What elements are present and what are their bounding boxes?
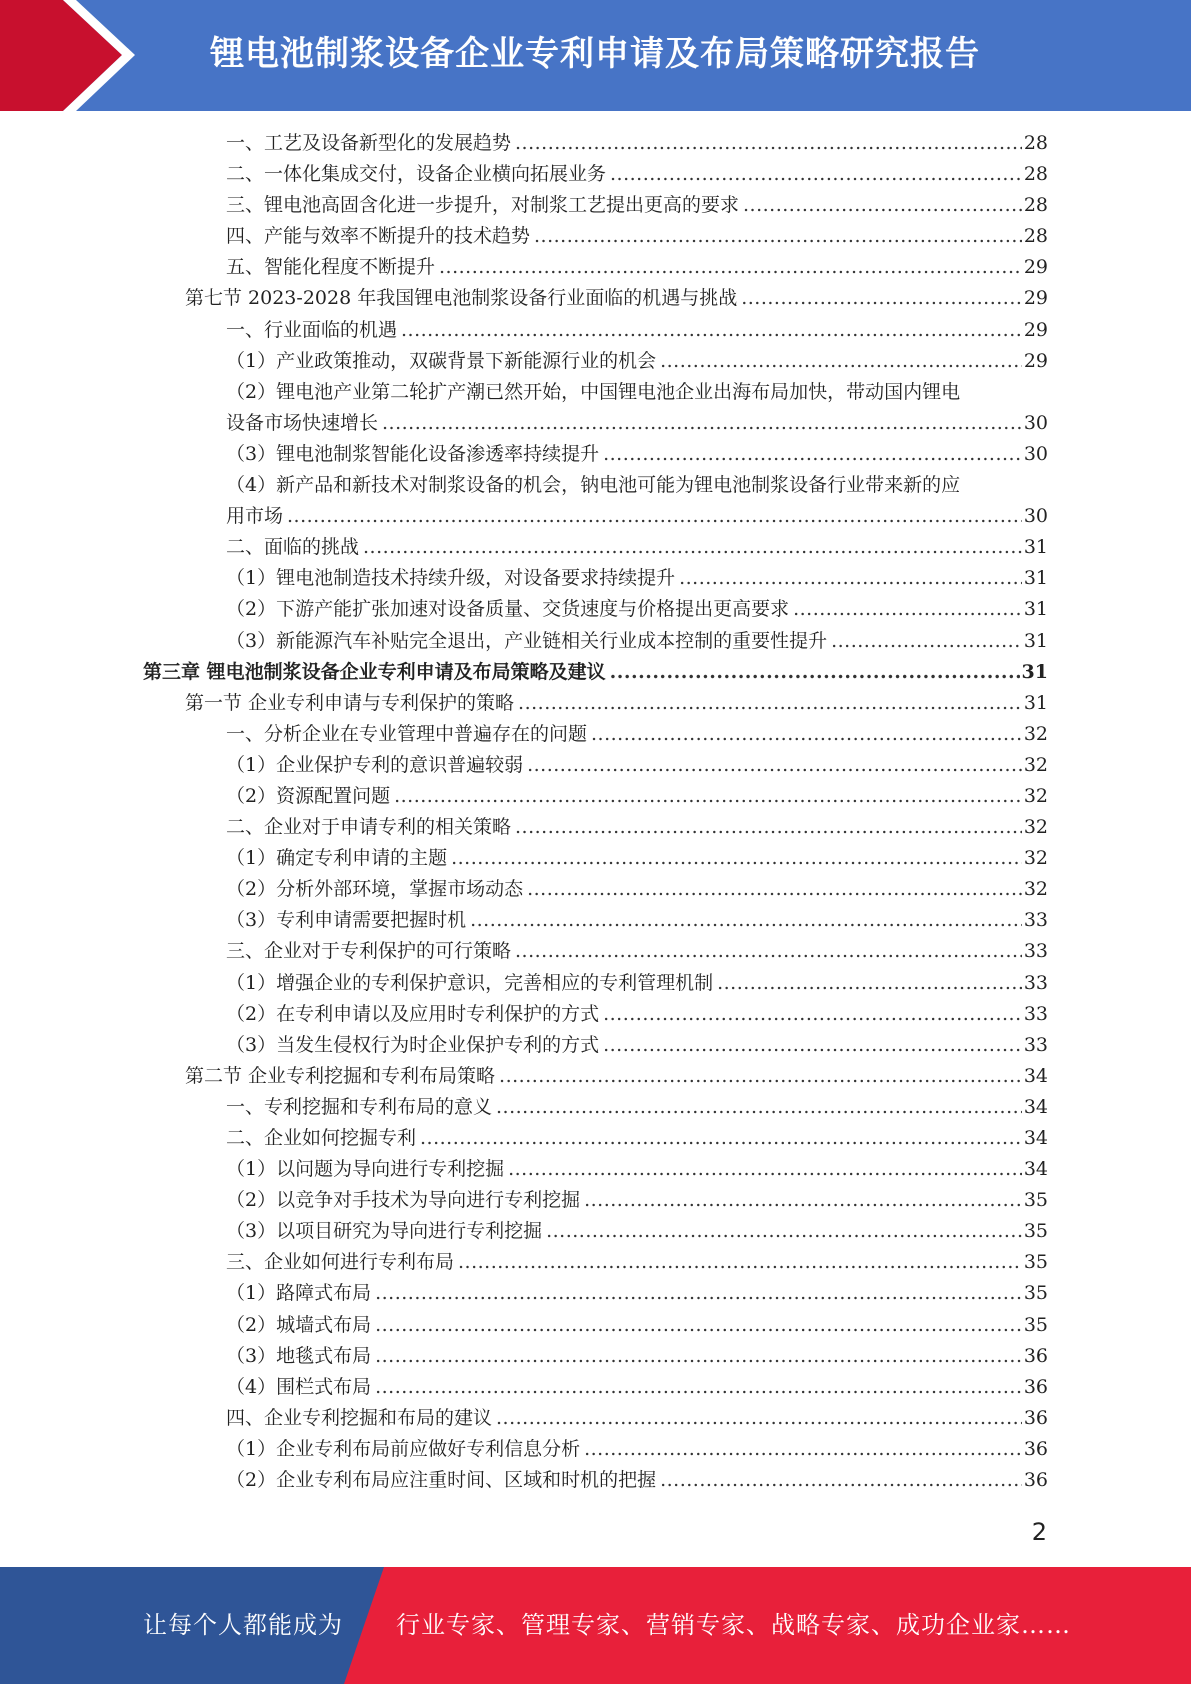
toc-entry[interactable] bbox=[0, 1434, 1048, 1465]
toc-entry[interactable] bbox=[0, 626, 1048, 657]
toc-page-number: 35 bbox=[1023, 1313, 1048, 1336]
toc-entry-text: （2）企业专利布局应注重时间、区域和时机的把握 bbox=[226, 1469, 657, 1492]
toc-entry[interactable] bbox=[0, 1216, 1048, 1247]
toc-page-number: 34 bbox=[1023, 1064, 1048, 1087]
toc-entry-text: 五、智能化程度不断提升 bbox=[226, 256, 436, 279]
toc-entry[interactable] bbox=[0, 1372, 1048, 1403]
toc-entry-text: 设备市场快速增长 bbox=[226, 411, 379, 434]
toc-entry-text: 二、一体化集成交付，设备企业横向拓展业务 bbox=[226, 163, 607, 186]
toc-page-number: 31 bbox=[1023, 536, 1048, 559]
toc-dot-leader bbox=[741, 283, 1022, 314]
toc-page-number: 36 bbox=[1023, 1375, 1048, 1398]
toc-dot-leader bbox=[679, 563, 1022, 594]
toc-dot-leader bbox=[610, 657, 1020, 688]
toc-page-number: 35 bbox=[1023, 1189, 1048, 1212]
toc-page-number: 29 bbox=[1023, 287, 1048, 310]
toc-entry[interactable] bbox=[0, 315, 1048, 346]
toc-entry[interactable] bbox=[0, 781, 1048, 812]
toc-entry-line[interactable]: （2）锂电池产业第二轮扩产潮已然开始，中国锂电池企业出海布局加快，带动国内锂电 bbox=[226, 380, 961, 403]
toc-dot-leader bbox=[375, 1341, 1022, 1372]
toc-entry-text: 二、企业对于申请专利的相关策略 bbox=[226, 816, 512, 839]
toc-entry[interactable] bbox=[0, 346, 1048, 377]
toc-entry-text: 一、行业面临的机遇 bbox=[226, 318, 398, 341]
toc-dot-leader bbox=[451, 843, 1022, 874]
toc-entry-text: （2）以竞争对手技术为导向进行专利挖掘 bbox=[226, 1189, 581, 1212]
toc-entry[interactable] bbox=[0, 1310, 1048, 1341]
toc-dot-leader bbox=[793, 594, 1022, 625]
toc-page-number: 30 bbox=[1023, 442, 1048, 465]
toc-entry-text: 二、面临的挑战 bbox=[226, 536, 360, 559]
toc-dot-leader bbox=[375, 1278, 1022, 1309]
toc-page-number: 29 bbox=[1023, 349, 1048, 372]
toc-entry[interactable] bbox=[0, 1154, 1048, 1185]
toc-dot-leader bbox=[610, 159, 1022, 190]
toc-entry-text: 四、产能与效率不断提升的技术趋势 bbox=[226, 225, 531, 248]
toc-entry[interactable] bbox=[0, 1278, 1048, 1309]
toc-entry-text: 一、工艺及设备新型化的发展趋势 bbox=[226, 132, 512, 154]
toc-entry-text: （2）城墙式布局 bbox=[226, 1313, 372, 1336]
toc-dot-leader bbox=[584, 1434, 1022, 1465]
toc-entry-text: 三、锂电池高固含化进一步提升，对制浆工艺提出更高的要求 bbox=[226, 194, 740, 217]
toc-page-number: 34 bbox=[1023, 1095, 1048, 1118]
toc-dot-leader bbox=[518, 688, 1022, 719]
toc-entry[interactable] bbox=[0, 1247, 1048, 1278]
toc-dot-leader bbox=[515, 128, 1022, 159]
toc-entry[interactable] bbox=[0, 159, 1048, 190]
toc-entry[interactable] bbox=[0, 563, 1048, 594]
toc-page-number: 28 bbox=[1023, 163, 1048, 186]
toc-dot-leader bbox=[603, 1030, 1022, 1061]
toc-page-number: 31 bbox=[1021, 660, 1048, 683]
toc-dot-leader bbox=[496, 1092, 1022, 1123]
toc-entry[interactable] bbox=[0, 812, 1048, 843]
toc-entry[interactable] bbox=[0, 999, 1048, 1030]
toc-page-number: 32 bbox=[1023, 722, 1048, 745]
toc-entry[interactable] bbox=[0, 750, 1048, 781]
toc-dot-leader bbox=[401, 315, 1022, 346]
toc-entry-text: （1）锂电池制造技术持续升级，对设备要求持续提升 bbox=[226, 567, 676, 590]
page-header bbox=[0, 0, 1191, 111]
toc-dot-leader bbox=[660, 346, 1022, 377]
toc-dot-leader bbox=[743, 190, 1022, 221]
toc-page-number: 34 bbox=[1023, 1127, 1048, 1149]
toc-entry-text: （2）在专利申请以及应用时专利保护的方式 bbox=[226, 1002, 600, 1025]
toc-entry[interactable] bbox=[0, 439, 1048, 470]
toc-entry-text: （1）确定专利申请的主题 bbox=[226, 847, 448, 870]
toc-page-number: 36 bbox=[1023, 1406, 1048, 1429]
toc-page-number: 32 bbox=[1023, 816, 1048, 839]
toc-page-number: 32 bbox=[1023, 878, 1048, 901]
footer-slogan-right: 行业专家、管理专家、营销专家、战略专家、成功企业家…… bbox=[396, 1611, 1071, 1639]
toc-entry[interactable] bbox=[0, 936, 1048, 967]
toc-dot-leader bbox=[420, 1123, 1022, 1154]
page-footer bbox=[0, 1567, 1191, 1684]
toc-page-number: 36 bbox=[1023, 1437, 1048, 1460]
toc-page-number: 31 bbox=[1023, 598, 1048, 621]
toc-entry[interactable] bbox=[0, 1092, 1048, 1123]
toc-dot-leader bbox=[458, 1247, 1022, 1278]
toc-entry-text: （3）以项目研究为导向进行专利挖掘 bbox=[226, 1220, 543, 1243]
toc-entry-text: 三、企业如何进行专利布局 bbox=[226, 1251, 455, 1274]
toc-page-number: 32 bbox=[1023, 847, 1048, 870]
toc-entry-text: 第三章 锂电池制浆设备企业专利申请及布局策略及建议 bbox=[143, 660, 606, 683]
toc-dot-leader bbox=[546, 1216, 1022, 1247]
toc-entry-text: （1）企业保护专利的意识普遍较弱 bbox=[226, 753, 524, 776]
toc-entry-text: （1）增强企业的专利保护意识，完善相应的专利管理机制 bbox=[226, 971, 714, 994]
toc-entry-text: （2）下游产能扩张加速对设备质量、交货速度与价格提出更高要求 bbox=[226, 598, 790, 621]
toc-entry-text: （1）以问题为导向进行专利挖掘 bbox=[226, 1158, 505, 1181]
toc-entry-text: （3）锂电池制浆智能化设备渗透率持续提升 bbox=[226, 442, 600, 465]
toc-entry[interactable] bbox=[0, 968, 1048, 999]
header-arrow-flag bbox=[0, 0, 150, 111]
toc-entry[interactable] bbox=[0, 1123, 1048, 1154]
toc-entry-text: 用市场 bbox=[226, 505, 284, 528]
toc-dot-leader bbox=[831, 626, 1022, 657]
toc-dot-leader bbox=[591, 719, 1022, 750]
toc-dot-leader bbox=[382, 408, 1022, 439]
toc-dot-leader bbox=[603, 439, 1022, 470]
toc-entry[interactable] bbox=[0, 128, 1048, 159]
toc-dot-leader bbox=[584, 1185, 1022, 1216]
toc-dot-leader bbox=[363, 532, 1022, 563]
toc-entry[interactable] bbox=[0, 221, 1048, 252]
toc-page-number: 28 bbox=[1023, 194, 1048, 217]
toc-entry-text: 一、分析企业在专业管理中普遍存在的问题 bbox=[226, 722, 588, 745]
toc-dot-leader bbox=[515, 936, 1022, 967]
toc-page-number: 35 bbox=[1023, 1220, 1048, 1243]
toc-entry-text: （3）专利申请需要把握时机 bbox=[226, 909, 467, 932]
toc-entry[interactable] bbox=[0, 1403, 1048, 1434]
toc-entry[interactable] bbox=[0, 905, 1048, 936]
toc-dot-leader bbox=[375, 1310, 1022, 1341]
toc-entry-text: （1）产业政策推动，双碳背景下新能源行业的机会 bbox=[226, 349, 657, 372]
toc-dot-leader bbox=[508, 1154, 1022, 1185]
toc-entry-text: 一、专利挖掘和专利布局的意义 bbox=[226, 1095, 493, 1118]
toc-page-number: 33 bbox=[1023, 971, 1048, 994]
toc-dot-leader bbox=[527, 750, 1022, 781]
toc-entry-text: （3）地毯式布局 bbox=[226, 1344, 372, 1367]
toc-entry-text: （4）围栏式布局 bbox=[226, 1375, 372, 1398]
toc-section[interactable] bbox=[0, 283, 1048, 314]
toc-dot-leader bbox=[499, 1061, 1022, 1092]
toc-entry[interactable] bbox=[0, 1185, 1048, 1216]
toc-page-number: 32 bbox=[1023, 784, 1048, 807]
toc-dot-leader bbox=[375, 1372, 1022, 1403]
toc-page-number: 29 bbox=[1023, 256, 1048, 279]
toc-entry-text: 第七节 2023-2028 年我国锂电池制浆设备行业面临的机遇与挑战 bbox=[185, 287, 738, 310]
toc-page-number: 32 bbox=[1023, 753, 1048, 776]
toc-entry-text: 第二节 企业专利挖掘和专利布局策略 bbox=[185, 1064, 496, 1087]
toc-entry-text: （1）路障式布局 bbox=[226, 1282, 372, 1305]
toc-section[interactable] bbox=[0, 688, 1048, 719]
toc-entry-text: 三、企业对于专利保护的可行策略 bbox=[226, 940, 512, 963]
toc-entry[interactable] bbox=[0, 594, 1048, 625]
toc-page-number: 31 bbox=[1023, 629, 1048, 652]
toc-dot-leader bbox=[717, 968, 1022, 999]
toc-page-number: 30 bbox=[1023, 411, 1048, 434]
toc-entry-text: 四、企业专利挖掘和布局的建议 bbox=[226, 1406, 493, 1429]
toc-dot-leader bbox=[496, 1403, 1022, 1434]
footer-slogan-left: 让每个人都能成为 bbox=[143, 1611, 343, 1639]
toc-dot-leader bbox=[534, 221, 1022, 252]
toc-page-number: 35 bbox=[1023, 1282, 1048, 1305]
toc-page-number: 33 bbox=[1023, 940, 1048, 963]
toc-entry[interactable] bbox=[0, 1030, 1048, 1061]
toc-page-number: 36 bbox=[1023, 1344, 1048, 1367]
toc-entry-text: （2）分析外部环境，掌握市场动态 bbox=[226, 878, 524, 901]
toc-page-number: 29 bbox=[1023, 318, 1048, 341]
toc-entry-text: （2）资源配置问题 bbox=[226, 784, 391, 807]
toc-dot-leader bbox=[603, 999, 1022, 1030]
toc-page-number: 33 bbox=[1023, 1033, 1048, 1056]
toc-chapter[interactable] bbox=[0, 657, 1048, 688]
toc-entry-text: （3）当发生侵权行为时企业保护专利的方式 bbox=[226, 1033, 600, 1056]
toc-page-number: 33 bbox=[1023, 909, 1048, 932]
toc-entry[interactable] bbox=[0, 1465, 1048, 1496]
toc-entry[interactable] bbox=[0, 843, 1048, 874]
report-title: 锂电池制浆设备企业专利申请及布局策略研究报告 bbox=[210, 34, 980, 74]
toc-section[interactable] bbox=[0, 1061, 1048, 1092]
toc-entry-text: （1）企业专利布局前应做好专利信息分析 bbox=[226, 1437, 581, 1460]
toc-entry[interactable] bbox=[0, 874, 1048, 905]
toc-dot-leader bbox=[394, 781, 1022, 812]
toc-entry-text: （3）新能源汽车补贴完全退出，产业链相关行业成本控制的重要性提升 bbox=[226, 629, 828, 652]
toc-dot-leader bbox=[470, 905, 1022, 936]
toc-entry-text: 第一节 企业专利申请与专利保护的策略 bbox=[185, 691, 515, 714]
toc-dot-leader bbox=[439, 252, 1022, 283]
toc-page-number: 35 bbox=[1023, 1251, 1048, 1274]
toc-page-number: 33 bbox=[1023, 1002, 1048, 1025]
toc-dot-leader bbox=[660, 1465, 1022, 1496]
toc-entry[interactable] bbox=[0, 1341, 1048, 1372]
toc-page-number: 28 bbox=[1023, 225, 1048, 248]
page-number: 2 bbox=[1031, 1518, 1047, 1546]
toc-dot-leader bbox=[515, 812, 1022, 843]
toc-page-number: 36 bbox=[1023, 1469, 1048, 1492]
toc-page-number: 31 bbox=[1023, 691, 1048, 714]
toc-dot-leader bbox=[287, 501, 1022, 532]
toc-page-number: 31 bbox=[1023, 567, 1048, 590]
toc-entry[interactable] bbox=[0, 532, 1048, 563]
toc-entry[interactable] bbox=[0, 190, 1048, 221]
toc-entry[interactable] bbox=[0, 408, 1048, 439]
toc-page-number: 28 bbox=[1023, 132, 1048, 154]
toc-entry-line[interactable]: （4）新产品和新技术对制浆设备的机会，钠电池可能为锂电池制浆设备行业带来新的应 bbox=[226, 474, 961, 497]
toc-page-number: 34 bbox=[1023, 1158, 1048, 1181]
toc-dot-leader bbox=[527, 874, 1022, 905]
toc-page-number: 30 bbox=[1023, 505, 1048, 528]
toc-entry[interactable] bbox=[0, 501, 1048, 532]
toc-entry[interactable] bbox=[0, 719, 1048, 750]
toc-entry-text: 二、企业如何挖掘专利 bbox=[226, 1127, 417, 1149]
table-of-contents bbox=[0, 128, 1191, 1496]
toc-entry[interactable] bbox=[0, 252, 1048, 283]
